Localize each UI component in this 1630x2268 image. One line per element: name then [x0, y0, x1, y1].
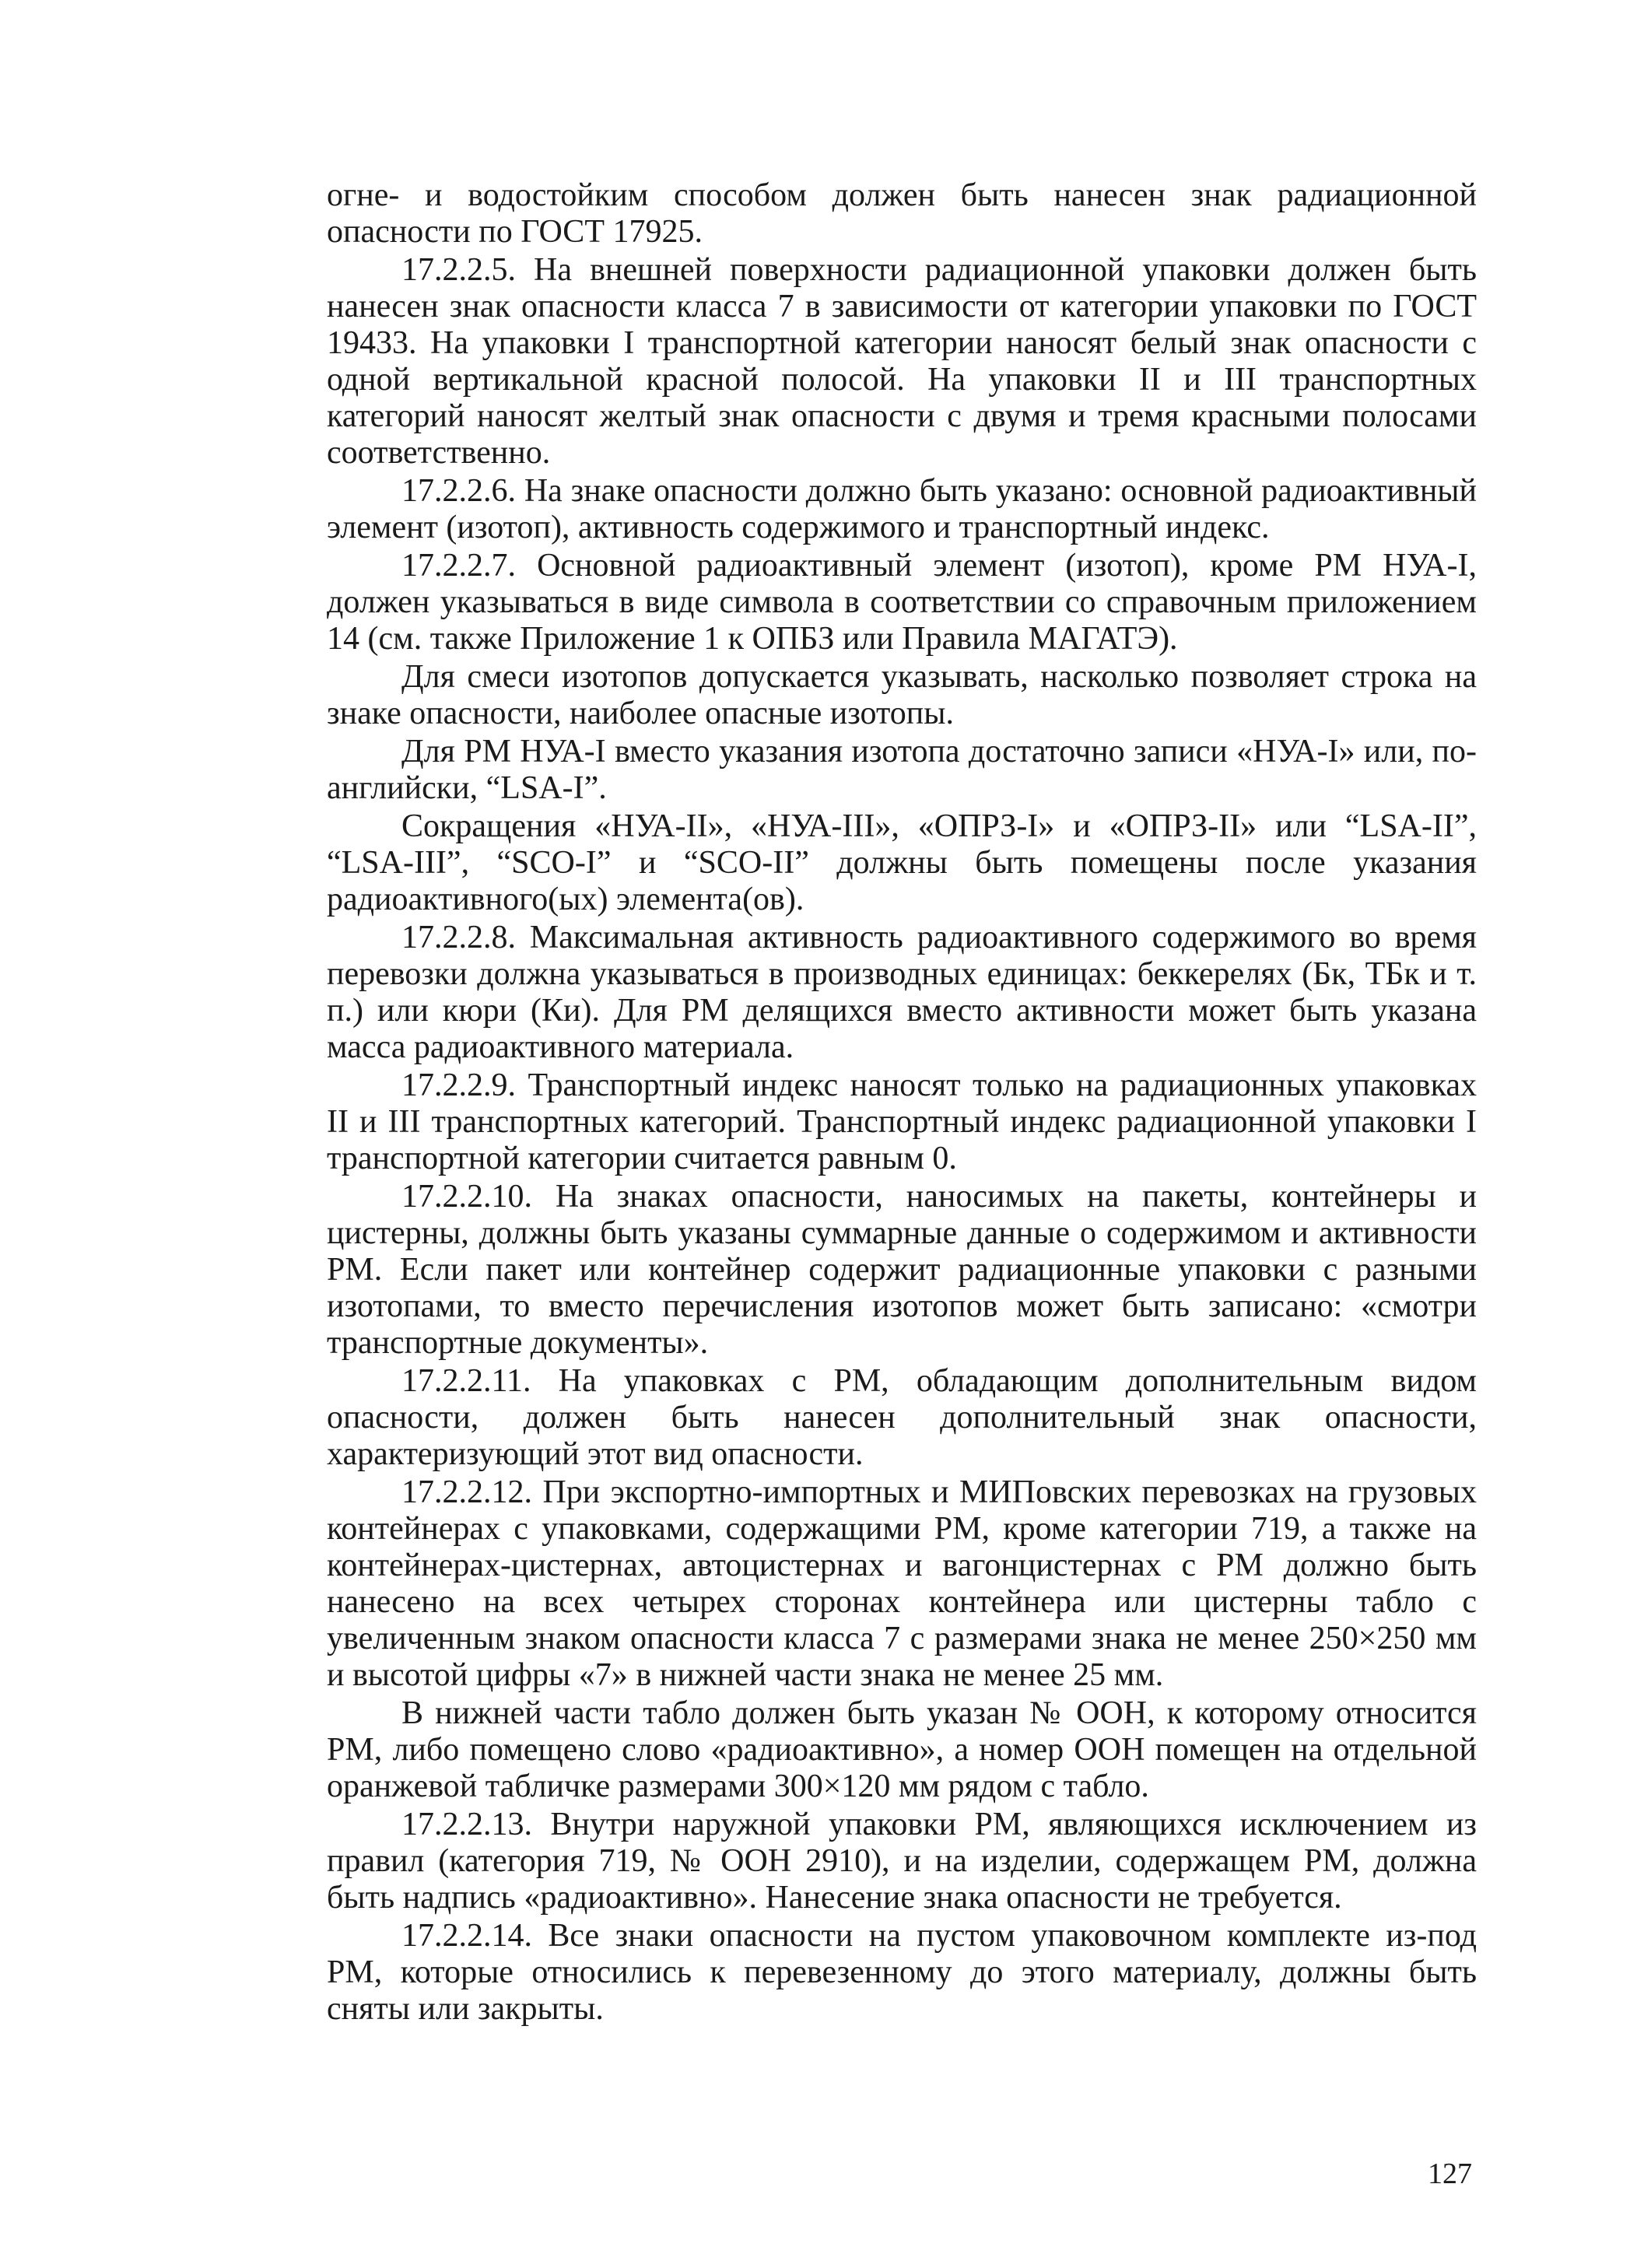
document-body	[327, 177, 1477, 2029]
paragraph-17-2-2-14: 17.2.2.14. Все знаки опасности на пустом упаковочном комплекте из-под РМ, которые относились к перевезенному до этого материалу, должны быть сняты или закрыты.	[327, 1918, 1477, 2027]
paragraph-17-2-2-5: 17.2.2.5. На внешней поверхности радиационной упаковки должен быть нанесен знак опасности класса 7 в зависимости от категории упаковки по ГОСТ 19433. На упаковки I транспортной категории наносят белый знак опасности с одной вертикальной красной полосой. На упаковки II и III транспортных категорий наносят желтый знак опасности с двумя и тремя красными полосами соответственно.	[327, 252, 1477, 471]
paragraph-17-2-2-12: 17.2.2.12. При экспортно-импортных и МИПовских перевозках на грузовых контейнерах с упаковками, содержащими РМ, кроме категории 719, а также на контейнерах-цистернах, автоцистернах и вагонцистернах с РМ должно быть нанесено на всех четырех сторонах контейнера или цистерны табло с увеличенным знаком опасности класса 7 с размерами знака не менее 250×250 мм и высотой цифры «7» в нижней части знака не менее 25 мм.	[327, 1474, 1477, 1693]
paragraph-abbreviations: Сокращения «НУА-II», «НУА-III», «ОПРЗ-I» и «ОПРЗ-II» или “LSA-II”, “LSA-III”, “SCO-I” и “SCO-II” должны быть помещены после указания радиоактивного(ых) элемента(ов).	[327, 808, 1477, 917]
paragraph-17-2-2-13: 17.2.2.13. Внутри наружной упаковки РМ, являющихся исключением из правил (категория 719, № ООН 2910), и на изделии, содержащем РМ, должна быть надпись «радиоактивно». Нанесение знака опасности не требуется.	[327, 1807, 1477, 1916]
paragraph-lsa-i: Для РМ НУА-I вместо указания изотопа достаточно записи «НУА-I» или, по-английски, “LSA-I”.	[327, 734, 1477, 806]
paragraph-17-2-2-8: 17.2.2.8. Максимальная активность радиоактивного содержимого во время перевозки должна указываться в производных единицах: беккерелях (Бк, ТБк и т. п.) или кюри (Ки). Для РМ делящихся вместо активности может быть указана масса радиоактивного материала.	[327, 920, 1477, 1065]
paragraph-17-2-2-10: 17.2.2.10. На знаках опасности, наносимых на пакеты, контейнеры и цистерны, должны быть указаны суммарные данные о содержимом и активности РМ. Если пакет или контейнер содержит радиационные упаковки с разными изотопами, то вместо перечисления изотопов может быть записано: «смотри транспортные документы».	[327, 1179, 1477, 1361]
paragraph-17-2-2-7: 17.2.2.7. Основной радиоактивный элемент (изотоп), кроме РМ НУА-I, должен указываться в виде символа в соответствии со справочным приложением 14 (см. также Приложение 1 к ОПБЗ или Правила МАГАТЭ).	[327, 548, 1477, 657]
paragraph-isotope-mixture: Для смеси изотопов допускается указывать, насколько позволяет строка на знаке опасности, наиболее опасные изотопы.	[327, 659, 1477, 731]
paragraph-17-2-2-6: 17.2.2.6. На знаке опасности должно быть указано: основной радиоактивный элемент (изотоп), активность содержимого и транспортный индекс.	[327, 473, 1477, 545]
paragraph-continuation: огне- и водостойким способом должен быть нанесен знак радиационной опасности по ГОСТ 17925.	[327, 177, 1477, 250]
page-number: 127	[1428, 2158, 1472, 2190]
paragraph-un-number: В нижней части табло должен быть указан № ООН, к которому относится РМ, либо помещено слово «радиоактивно», а номер ООН помещен на отдельной оранжевой табличке размерами 300×120 мм рядом с табло.	[327, 1695, 1477, 1804]
paragraph-17-2-2-9: 17.2.2.9. Транспортный индекс наносят только на радиационных упаковках II и III транспортных категорий. Транспортный индекс радиационной упаковки I транспортной категории считается равным 0.	[327, 1067, 1477, 1176]
paragraph-17-2-2-11: 17.2.2.11. На упаковках с РМ, обладающим дополнительным видом опасности, должен быть нанесен дополнительный знак опасности, характеризующий этот вид опасности.	[327, 1363, 1477, 1472]
